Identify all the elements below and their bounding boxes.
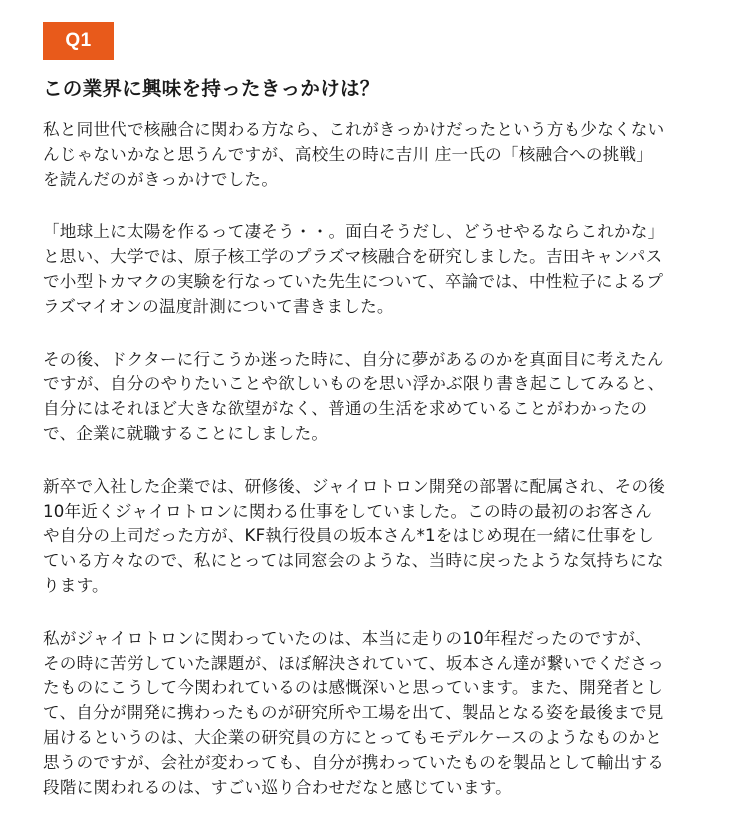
text-line: 「地球上に太陽を作るって凄そう・・。面白そうだし、どうせやるならこれかな」 [43,222,665,242]
text-line: その時に苦労していた課題が、ほぼ解決されていて、坂本さん達が繋いでくださっ [43,653,665,673]
text-line: 私と同世代で核融合に関わる方なら、これがきっかけだったという方も少なくない [43,120,665,139]
answer-paragraph-1 [43,118,723,192]
text-line: んじゃないかなと思うんですが、高校生の時に吉川 庄一氏の「核融合への挑戦」 [43,144,654,164]
text-line: 自分にはそれほど大きな欲望がなく、普通の生活を求めていることがわかったの [43,399,648,419]
question-number-badge: Q1 [43,22,114,60]
text-line: で、企業に就職することにしました。 [43,423,329,443]
text-line: 届けるというのは、大企業の研究員の方にとってもモデルケースのようなものかと [43,727,663,747]
text-line: や自分の上司だった方が、KF執行役員の坂本さん*1をはじめ現在一緒に仕事をし [43,526,655,546]
text-line: と思い、大学では、原子核工学のプラズマ核融合を研究しました。吉田キャンパス [43,247,663,267]
answer-paragraph-3 [43,348,723,447]
text-line: 新卒で入社した企業では、研修後、ジャイロトロン開発の部署に配属され、その後 [43,476,666,496]
text-line: ですが、自分のやりたいことや欲しいものを思い浮かぶ限り書き起こしてみると、 [43,374,665,394]
text-line: 段階に関われるのは、すごい巡り合わせだなと感じています。 [43,777,512,797]
answer-paragraph-2 [43,220,723,319]
answer-paragraph-4 [43,475,723,599]
text-line: ている方々なので、私にとっては同窓会のような、当時に戻ったような気持ちにな [43,551,664,571]
answer-paragraph-5 [43,627,723,801]
text-line: 思うのですが、会社が変わっても、自分が携わっていたものを製品として輸出する [43,752,665,772]
text-line: 私がジャイロトロンに関わっていたのは、本当に走りの10年程だったのですが、 [43,628,652,648]
text-line: その後、ドクターに行こうか迷った時に、自分に夢があるのかを真面目に考えたん [43,349,664,369]
text-line: ります。 [43,575,109,595]
text-line: て、自分が開発に携わったものが研究所や工場を出て、製品となる姿を最後まで見 [43,703,664,723]
answer-body [43,118,723,828]
text-line: ラズマイオンの温度計測について書きました。 [43,296,394,316]
text-line: たものにこうして今関われているのは感慨深いと思っています。また、開発者とし [43,678,664,698]
text-line: を読んだのがきっかけでした。 [43,169,279,189]
text-line: で小型トカマクの実験を行なっていた先生について、卒論では、中性粒子によるプ [43,271,664,291]
question-heading: この業界に興味を持ったきっかけは？ [43,77,380,100]
text-line: 10年近くジャイロトロンに関わる仕事をしていました。この時の最初のお客さん [43,501,652,521]
